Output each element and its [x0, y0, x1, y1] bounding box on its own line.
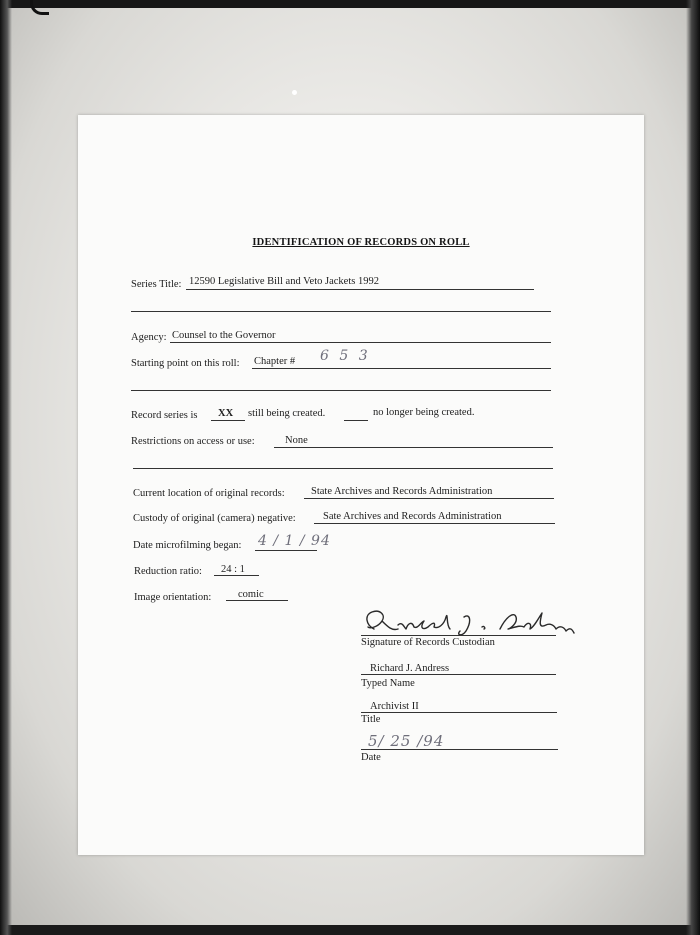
agency-label: Agency:: [131, 332, 167, 343]
restrictions-line: [274, 447, 553, 448]
restrictions-value: None: [285, 435, 308, 446]
image-orientation-label: Image orientation:: [134, 592, 212, 603]
record-series-mark-line: [211, 420, 245, 421]
dust-speck: [292, 90, 297, 95]
starting-point-value: Chapter #: [254, 356, 296, 367]
title-caption: Title: [361, 714, 381, 725]
date-began-handwritten: 4 / 1 / 94: [258, 533, 331, 549]
signature-line: [361, 635, 556, 636]
typed-name-line: [361, 674, 556, 675]
blank-line-3: [133, 468, 553, 469]
blank-line-1: [131, 311, 551, 312]
reduction-ratio-label: Reduction ratio:: [134, 566, 202, 577]
film-edge-bottom: [0, 925, 700, 935]
film-edge-top: [0, 0, 700, 8]
film-edge-right: [686, 0, 700, 935]
reduction-ratio-value: 24 : 1: [221, 564, 245, 575]
restrictions-label: Restrictions on access or use:: [131, 436, 255, 447]
agency-line: [170, 342, 551, 343]
date-caption: Date: [361, 752, 381, 763]
location-line: [304, 498, 554, 499]
chapter-number-handwritten: 6 5 3: [320, 348, 371, 364]
custody-value: Sate Archives and Records Administration: [323, 511, 502, 522]
location-value: State Archives and Records Administration: [311, 486, 493, 497]
typed-name-value: Richard J. Andress: [370, 663, 450, 674]
signature-caption: Signature of Records Custodian: [361, 637, 495, 648]
no-longer-mark-line: [344, 420, 368, 421]
record-series-mark: XX: [218, 408, 234, 419]
location-label: Current location of original records:: [133, 488, 285, 499]
record-series-label: Record series is: [131, 410, 198, 421]
signed-date-handwritten: 5/ 25 /94: [368, 732, 445, 750]
date-began-line: [255, 550, 317, 551]
typed-name-caption: Typed Name: [361, 678, 415, 689]
agency-value: Counsel to the Governor: [172, 330, 276, 341]
series-title-line: [186, 289, 534, 290]
blank-line-2: [131, 390, 551, 391]
title-line: [361, 712, 557, 713]
form-heading: IDENTIFICATION OF RECORDS ON ROLL: [252, 237, 470, 248]
film-edge-left: [0, 0, 12, 935]
still-being-created-text: still being created.: [248, 408, 326, 419]
records-form-sheet: [78, 115, 644, 855]
title-value: Archivist II: [370, 701, 419, 712]
image-orientation-value: comic: [238, 589, 264, 600]
date-line: [361, 749, 558, 750]
date-began-label: Date microfilming began:: [133, 540, 242, 551]
starting-point-line: [252, 368, 551, 369]
custody-label: Custody of original (camera) negative:: [133, 513, 296, 524]
series-title-value: 12590 Legislative Bill and Veto Jackets 1992: [189, 276, 379, 287]
custody-line: [314, 523, 555, 524]
no-longer-created-text: no longer being created.: [373, 407, 475, 418]
reduction-ratio-line: [214, 575, 259, 576]
series-title-label: Series Title:: [131, 279, 182, 290]
starting-point-label: Starting point on this roll:: [131, 358, 240, 369]
image-orientation-line: [226, 600, 288, 601]
